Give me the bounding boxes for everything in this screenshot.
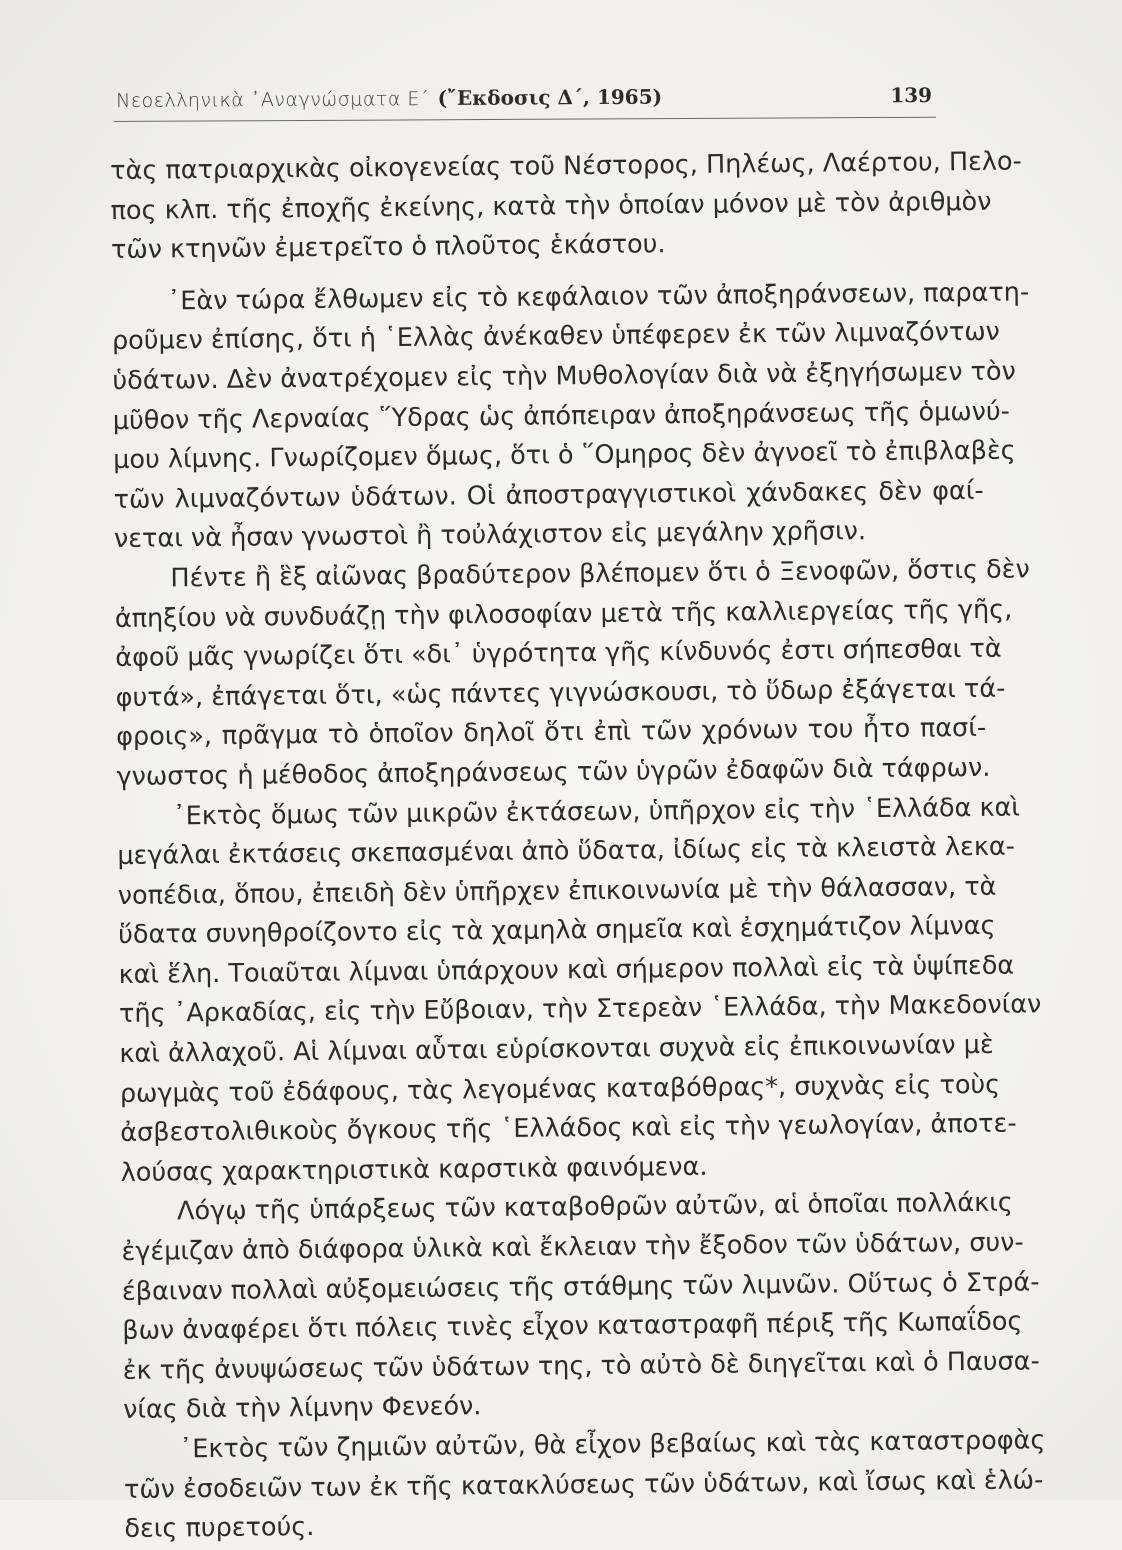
text-line: καὶ ἀλλαχοῦ. Αἱ λίμναι αὗται εὑρίσκονται συχνὰ εἰς ἐπικοινωνίαν μὲ [119,1029,994,1070]
text-line: ἀπηξίου νὰ συνδυάζῃ τὴν φιλοσοφίαν μετὰ τῆς καλλιεργείας τῆς γῆς, [114,594,1013,634]
text-line: φροις», πρᾶγμα τὸ ὁποῖον δηλοῖ ὅτι ἐπὶ τῶν χρόνων του ἦτο πασί- [115,713,987,753]
text-line: δεις πυρετούς. [124,1512,315,1545]
paragraph [121,1184,1040,1431]
running-head-left [116,85,662,112]
edition-info: (῎Εκδοσις Δ΄, 1965) [437,84,663,111]
text-line: ᾿Εκτὸς ὅμως τῶν μικρῶν ἐκτάσεων, ὑπῆρχον εἰς τὴν ῾Ελλάδα καὶ [172,792,1021,831]
text-line: ρωγμὰς τοῦ ἐδάφους, τὰς λεγομένας καταβόθρας*, συχνὰς εἰς τοὺς [119,1069,1001,1109]
text-line: τὰς πατριαρχικὰς οἰκογενείας τοῦ Νέστορος, Πηλέως, Λαέρτου, Πελο- [110,146,1022,186]
text-line: νεται νὰ ἦσαν γνωστοὶ ἢ τοὐλάχιστον εἰς μεγάλην χρῆσιν. [113,516,867,555]
text-line: ἐγέμιζαν ἀπὸ διάφορα ὑλικὰ καὶ ἔκλειαν τὴν ἔξοδον τῶν ὑδάτων, συν- [121,1227,1024,1267]
text-line: φυτά», ἐπάγεται ὅτι, «ὡς πάντες γιγνώσκουσι, τὸ ὕδωρ ἐξάγεται τά- [115,673,1006,713]
paragraph [111,274,1030,560]
text-line: τῶν κτηνῶν ἐμετρεῖτο ὁ πλοῦτος ἑκάστου. [110,229,666,266]
text-line: τῶν ἐσοδειῶν των ἐκ τῆς κατακλύσεως τῶν ὑδάτων, καὶ ἴσως καὶ ἑλώ- [123,1464,1044,1505]
text-line: πος κλπ. τῆς ἐποχῆς ἐκείνης, κατὰ τὴν ὁποίαν μόνον μὲ τὸν ἀριθμὸν [110,186,992,226]
text-line: ᾿Εκτὸς τῶν ζημιῶν αὐτῶν, θὰ εἶχον βεβαίως καὶ τὰς καταστροφὰς [179,1425,1046,1465]
text-line: ἀφοῦ μᾶς γνωρίζει ὅτι «δι᾿ ὑγρότητα γῆς κίνδυνός ἐστι σήπεσθαι τὰ [115,633,1002,674]
text-line: λούσας χαρακτηριστικὰ καρστικὰ φαινόμενα. [120,1151,708,1188]
text-line: νίας διὰ τὴν λίμνην Φενεόν. [123,1391,482,1426]
page-number: 139 [890,83,933,108]
running-head [116,83,934,122]
text-line: γνωστος ἡ μέθοδος ἀποξηράνσεως τῶν ὑγρῶν ἐδαφῶν διὰ τάφρων. [116,752,991,792]
body-text [110,143,1046,1550]
text-line: ροῦμεν ἐπίσης, ὅτι ἡ ῾Ελλὰς ἀνέκαθεν ὑπέφερεν ἐκ τῶν λιμναζόντων [111,317,1000,357]
text-line: έβαιναν πολλαὶ αὐξομειώσεις τῆς στάθμης τῶν λιμνῶν. Οὕτως ὁ Στρά- [121,1266,1040,1307]
text-line: μῦθον τῆς Λερναίας ῞Υδρας ὡς ἀπόπειραν ἀποξηράνσεως τῆς ὁμωνύ- [112,396,1011,436]
text-line: ἐκ τῆς ἀνυψώσεως τῶν ὑδάτων της, τὸ αὐτὸ δὲ διηγεῖται καὶ ὁ Παυσα- [122,1346,1040,1386]
text-line: τῆς ᾿Αρκαδίας, εἰς τὴν Εὔβοιαν, τὴν Στερεὰν ῾Ελλάδα, τὴν Μακεδονίαν [118,989,1042,1030]
text-line: ἀσβεστολιθικοὺς ὄγκους τῆς ῾Ελλάδος καὶ εἰς τὴν γεωλογίαν, ἀποτε- [120,1108,1017,1149]
text-line: Λόγῳ τῆς ὑπάρξεως τῶν καταβοθρῶν αὐτῶν, αἱ ὁποῖαι πολλάκις [176,1188,1013,1227]
text-line: τῶν λιμναζόντων ὑδάτων. Οἱ ἀποστραγγιστικοὶ χάνδακες δὲν φαί- [113,475,984,515]
text-line: μεγάλαι ἐκτάσεις σκεπασμέναι ἀπὸ ὕδατα, ἰδίως εἰς τὰ κλειστὰ λεκα- [117,831,1016,872]
paragraph [117,788,1042,1193]
text-line: ᾿Εὰν τώρα ἔλθωμεν εἰς τὸ κεφάλαιον τῶν ἀποξηράνσεων, παρατη- [167,277,1030,317]
text-line: βων ἀναφέρει ὅτι πόλεις τινὲς εἶχον καταστραφῆ πέριξ τῆς Κωπαΐδος [122,1306,1023,1347]
text-line: Πέντε ἢ ἓξ αἰῶνας βραδύτερον βλέπομεν ὅτι ὁ Ξενοφῶν, ὅστις δὲν [170,554,1030,594]
paragraph [114,551,1030,798]
paragraph [123,1422,1046,1550]
text-line: νοπέδια, ὅπου, ἐπειδὴ δὲν ὑπῆρχεν ἐπικοινωνία μὲ τὴν θάλασσαν, τὰ [117,871,997,911]
text-line: ὕδατα συνηθροίζοντο εἰς τὰ χαμηλὰ σημεῖα καὶ ἐσχημάτιζον λίμνας [118,911,996,951]
text-line: μου λίμνης. Γνωρίζομεν ὅμως, ὅτι ὁ ῞Ομηρος δὲν ἀγνοεῖ τὸ ἐπιβλαβὲς [113,435,1016,476]
text-line: ὑδάτων. Δὲν ἀνατρέχομεν εἰς τὴν Μυθολογίαν διὰ νὰ ἐξηγήσωμεν τὸν [112,356,1016,396]
text-line: καὶ ἕλη. Τοιαῦται λίμναι ὑπάρχουν καὶ σήμερον πολλαὶ εἰς τὰ ὑψίπεδα [118,950,1015,990]
series-title: Νεοελληνικὰ ᾿Αναγνώσματα Ε΄ [116,88,430,112]
paragraph [110,143,1022,271]
